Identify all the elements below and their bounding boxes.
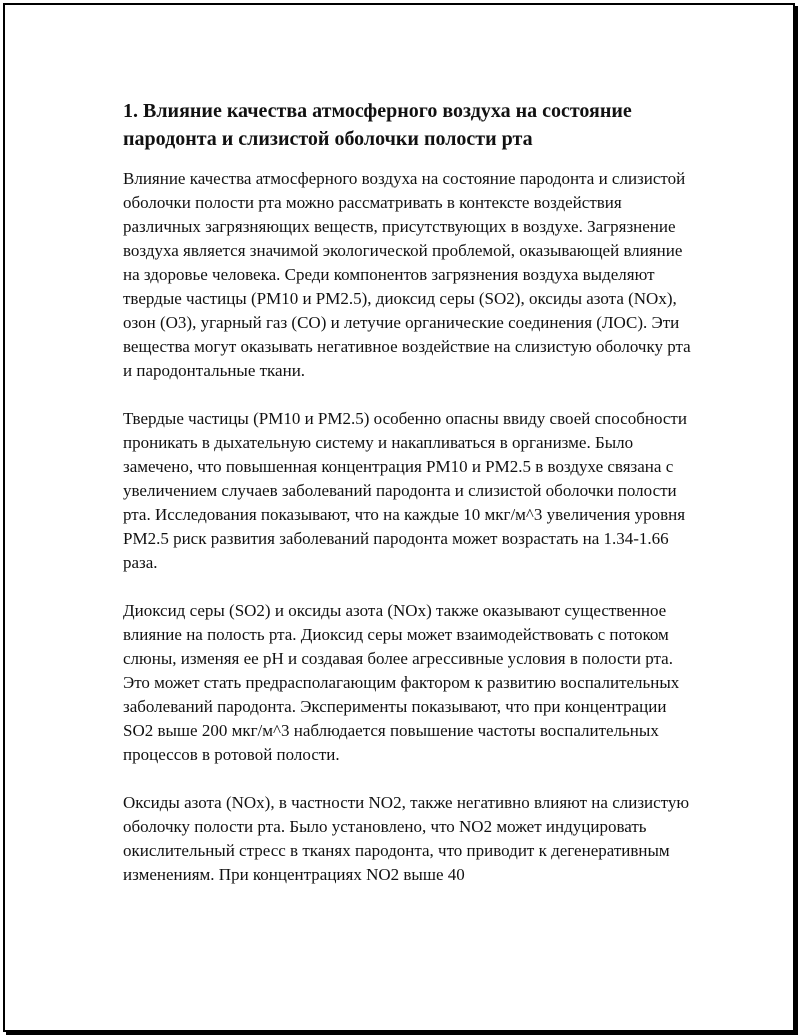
section-heading: 1. Влияние качества атмосферного воздуха на состояние пародонта и слизистой оболочки полости рта bbox=[123, 100, 632, 150]
document-page bbox=[3, 3, 795, 1032]
paragraph-nitrogen-dioxide: Оксиды азота (NOx), в частности NO2, также негативно влияют на слизистую оболочку полости рта. Было установлено, что NO2 может индуцировать окислительный стресс в тканях пародонта, что приводит к дегенеративным изменениям. При концентрациях NO2 выше 40 bbox=[123, 793, 690, 884]
paragraph-sulfur-nitrogen-oxides: Диоксид серы (SO2) и оксиды азота (NOx) также оказывают существенное влияние на полость рта. Диоксид серы может взаимодействовать с потоком слюны, изменяя ее pH и создавая более агрессивные условия в полости рта. Это может стать предрасполагающим фактором к развитию воспалительных заболеваний пародонта. Эксперименты показывают, что при концентрации SO2 выше 200 мкг/м^3 наблюдается повышение частоты воспалительных процессов в ротовой полости. bbox=[123, 601, 680, 764]
paragraph-air-quality: Влияние качества атмосферного воздуха на состояние пародонта и слизистой оболочки полости рта можно рассматривать в контексте воздействия различных загрязняющих веществ, присутствующих в воздухе. Загрязнение воздуха является значимой экологической проблемой, оказывающей влияние на здоровье человека. Среди компонентов загрязнения воздуха выделяют твердые частицы (PM10 и PM2.5), диоксид серы (SO2), оксиды азота (NOx), озон (O3), угарный газ (CO) и летучие органические соединения (ЛОС). Эти вещества могут оказывать негативное воздействие на слизистую оболочку рта и пародонтальные ткани. bbox=[123, 169, 691, 380]
paragraph-particulate-matter: Твердые частицы (PM10 и PM2.5) особенно опасны ввиду своей способности проникать в дыхательную систему и накапливаться в организме. Было замечено, что повышенная концентрация PM10 и PM2.5 в воздухе связана с увеличением случаев заболеваний пародонта и слизистой оболочки полости рта. Исследования показывают, что на каждые 10 мкг/м^3 увеличения уровня PM2.5 риск развития заболеваний пародонта может возрастать на 1.34-1.66 раза. bbox=[123, 409, 687, 572]
document-body bbox=[123, 97, 695, 911]
